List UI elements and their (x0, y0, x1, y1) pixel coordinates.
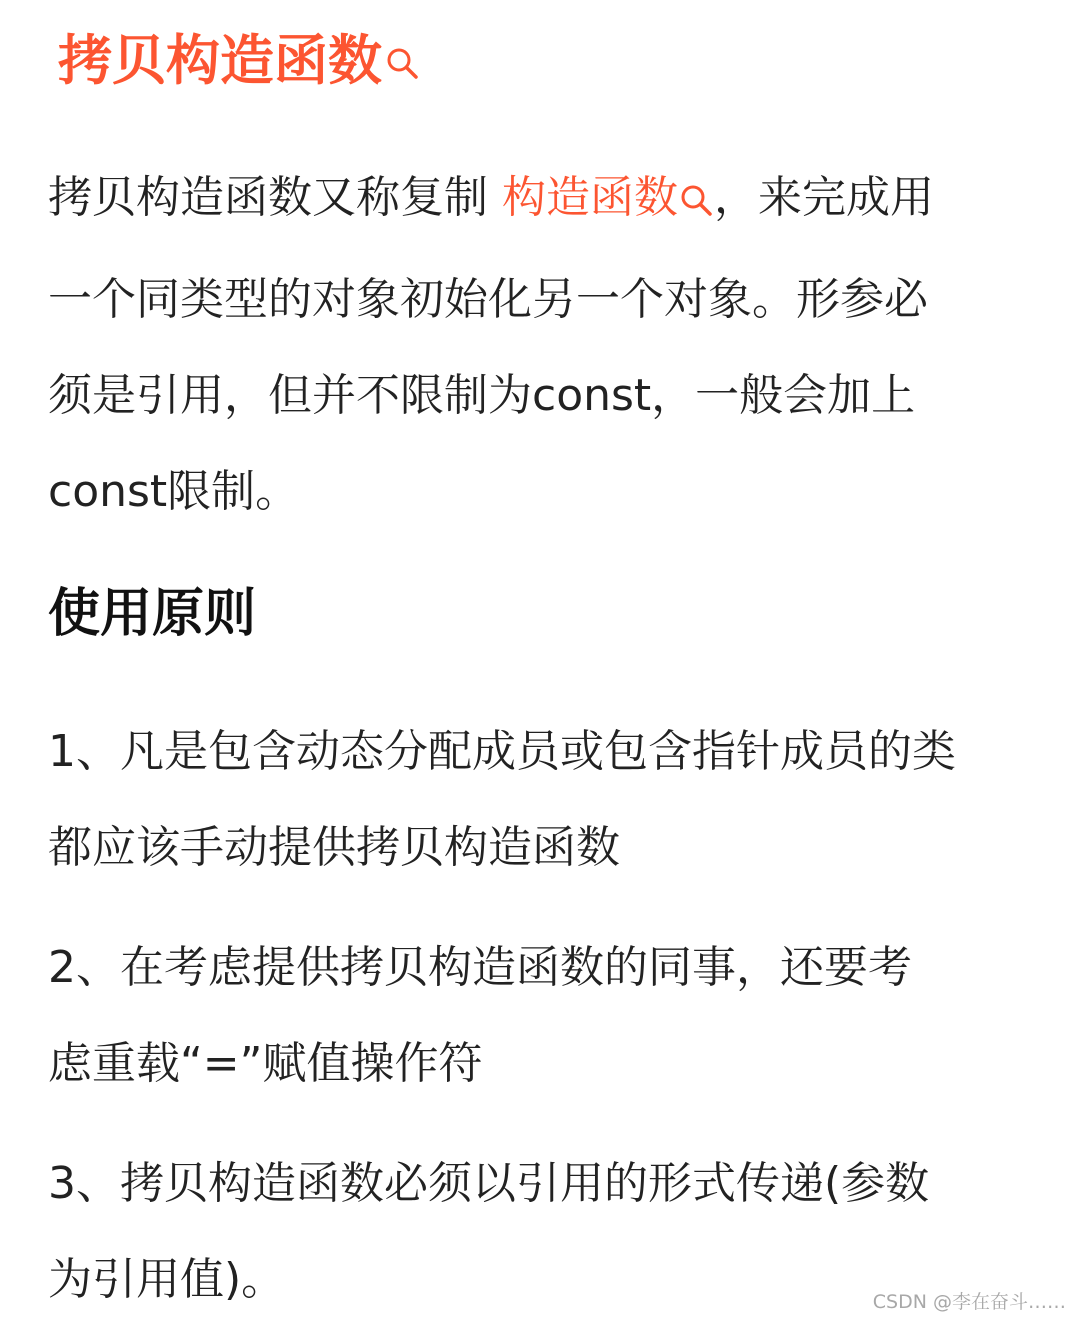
intro-line-1 (48, 150, 1038, 252)
rule-3-line-2: 为引用值)。 (48, 1254, 286, 1305)
heading-link-label: 拷贝构造函数 (58, 29, 382, 92)
rule-1 (48, 704, 1038, 896)
search-icon (680, 156, 714, 252)
inline-keyword-link[interactable] (502, 172, 714, 223)
rule-1-line-2: 都应该手动提供拷贝构造函数 (48, 822, 620, 873)
intro-line-1-before: 拷贝构造函数又称复制 (48, 172, 502, 223)
intro-line-3: 须是引用，但并不限制为const，一般会加上 (48, 370, 916, 421)
rule-2-line-2: 虑重载“=”赋值操作符 (48, 1038, 483, 1089)
intro-line-4: const限制。 (48, 466, 300, 517)
rule-2-line-1: 2、在考虑提供拷贝构造函数的同事，还要考 (48, 942, 912, 993)
intro-line-2: 一个同类型的对象初始化另一个对象。形参必 (48, 274, 928, 325)
inline-link-label: 构造函数 (502, 172, 678, 223)
intro-paragraph (48, 150, 1038, 540)
watermark: CSDN @李在奋斗…… (872, 1291, 1066, 1313)
heading-keyword-link[interactable] (58, 26, 420, 98)
rule-3-line-1: 3、拷贝构造函数必须以引用的形式传递(参数 (48, 1158, 930, 1209)
rule-1-line-1: 1、凡是包含动态分配成员或包含指针成员的类 (48, 726, 956, 777)
rule-2 (48, 920, 1038, 1112)
search-icon (386, 28, 420, 98)
intro-line-1-after: ，来完成用 (714, 172, 934, 223)
section-title: 使用原则 (48, 584, 257, 644)
